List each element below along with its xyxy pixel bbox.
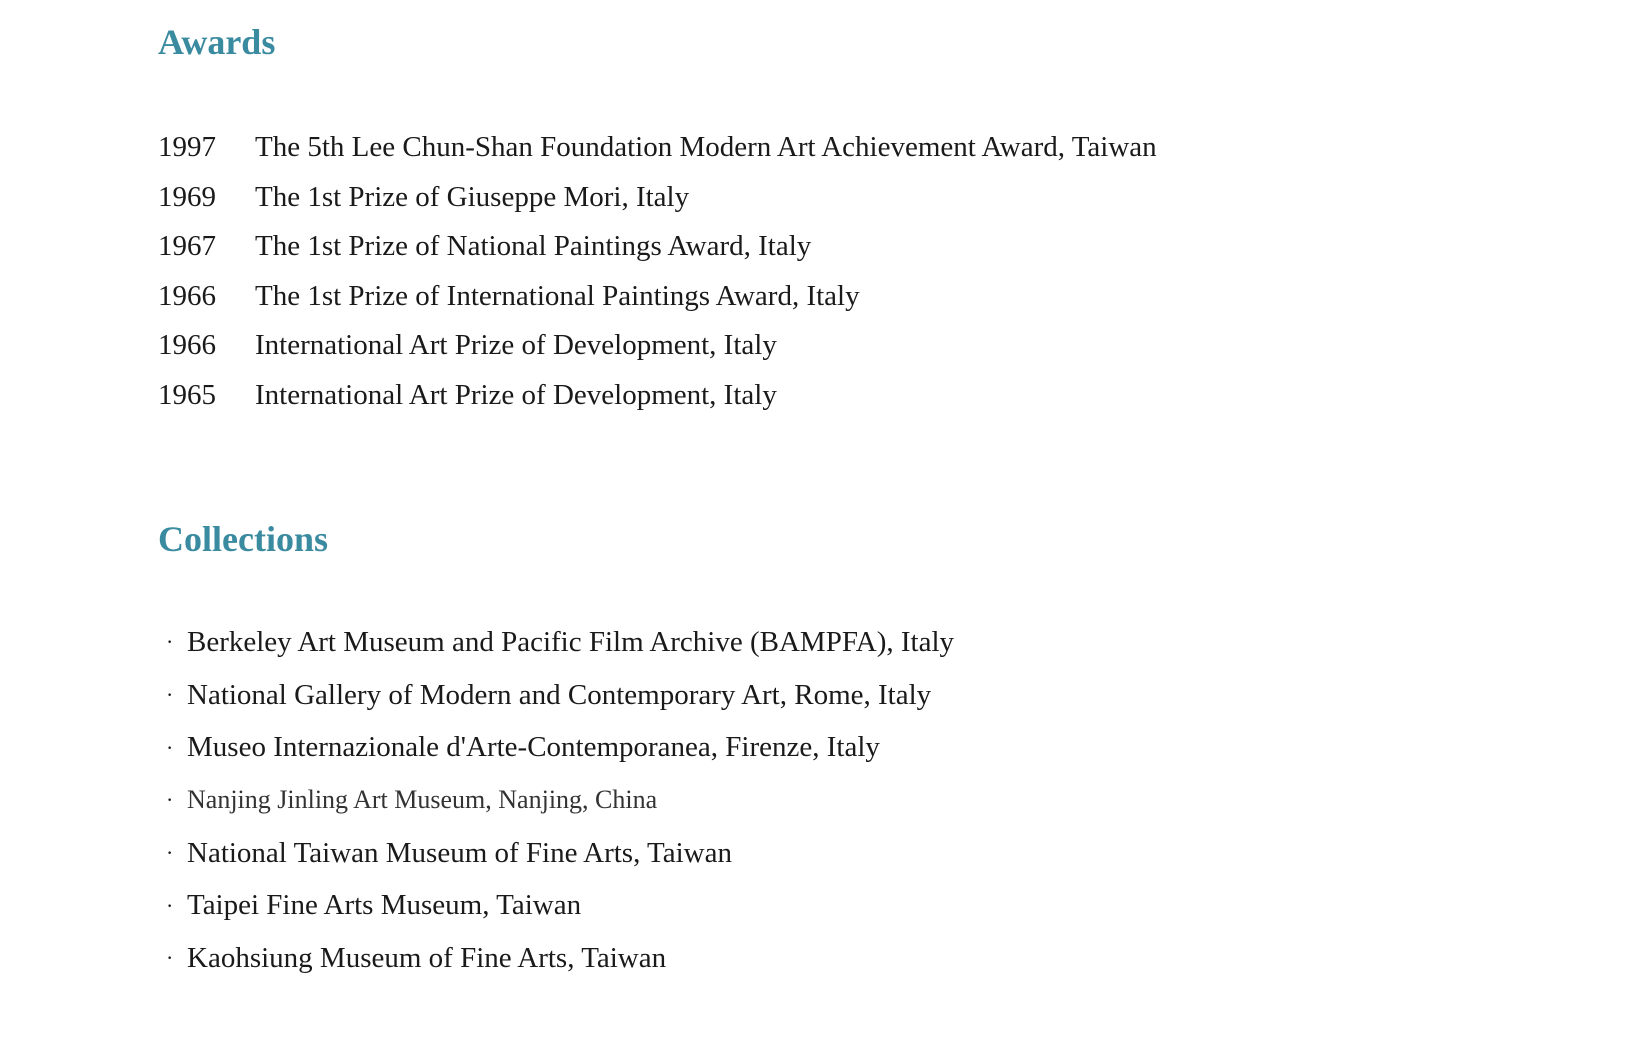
award-year: 1965 [158, 378, 216, 411]
collection-item [166, 721, 954, 774]
collection-name: Nanjing Jinling Art Museum, Nanjing, China [187, 785, 658, 815]
bullet-icon: · [166, 787, 174, 813]
collection-name: Berkeley Art Museum and Pacific Film Archive (BAMPFA), Italy [187, 625, 955, 658]
bullet-icon: · [166, 682, 174, 708]
collections-list [166, 616, 954, 985]
award-text: International Art Prize of Development, Italy [255, 329, 777, 362]
award-item [158, 173, 1157, 223]
award-year: 1966 [158, 329, 216, 362]
award-text: The 1st Prize of National Paintings Award, Italy [255, 230, 812, 263]
award-year: 1967 [158, 230, 216, 263]
collection-name: Taipei Fine Arts Museum, Taiwan [187, 889, 582, 922]
award-year: 1997 [158, 131, 216, 164]
bullet-icon: · [166, 945, 174, 971]
bullet-icon: · [166, 892, 174, 918]
collection-item [166, 616, 954, 669]
award-item [158, 272, 1157, 322]
bullet-icon: · [166, 629, 174, 655]
bullet-icon: · [166, 840, 174, 866]
collection-name: Kaohsiung Museum of Fine Arts, Taiwan [187, 941, 667, 974]
award-text: The 5th Lee Chun-Shan Foundation Modern Art Achievement Award, Taiwan [255, 131, 1157, 164]
award-item [158, 123, 1157, 173]
collection-item [166, 774, 954, 827]
award-text: International Art Prize of Development, Italy [255, 378, 777, 411]
bullet-icon: · [166, 734, 174, 760]
collections-heading: Collections [158, 519, 328, 559]
collection-name: National Gallery of Modern and Contemporary Art, Rome, Italy [187, 678, 932, 711]
award-year: 1969 [158, 180, 216, 213]
collection-name: National Taiwan Museum of Fine Arts, Taiwan [187, 836, 732, 869]
collection-item [166, 669, 954, 722]
award-item [158, 222, 1157, 272]
collection-item [166, 879, 954, 932]
award-text: The 1st Prize of International Paintings Award, Italy [255, 279, 860, 312]
collection-item [166, 932, 954, 985]
awards-heading: Awards [158, 22, 276, 62]
award-text: The 1st Prize of Giuseppe Mori, Italy [255, 180, 690, 213]
award-year: 1966 [158, 279, 216, 312]
collection-name: Museo Internazionale d'Arte-Contemporanea, Firenze, Italy [187, 731, 880, 764]
awards-list [158, 123, 1157, 420]
award-item [158, 321, 1157, 371]
collection-item [166, 827, 954, 880]
award-item [158, 371, 1157, 421]
